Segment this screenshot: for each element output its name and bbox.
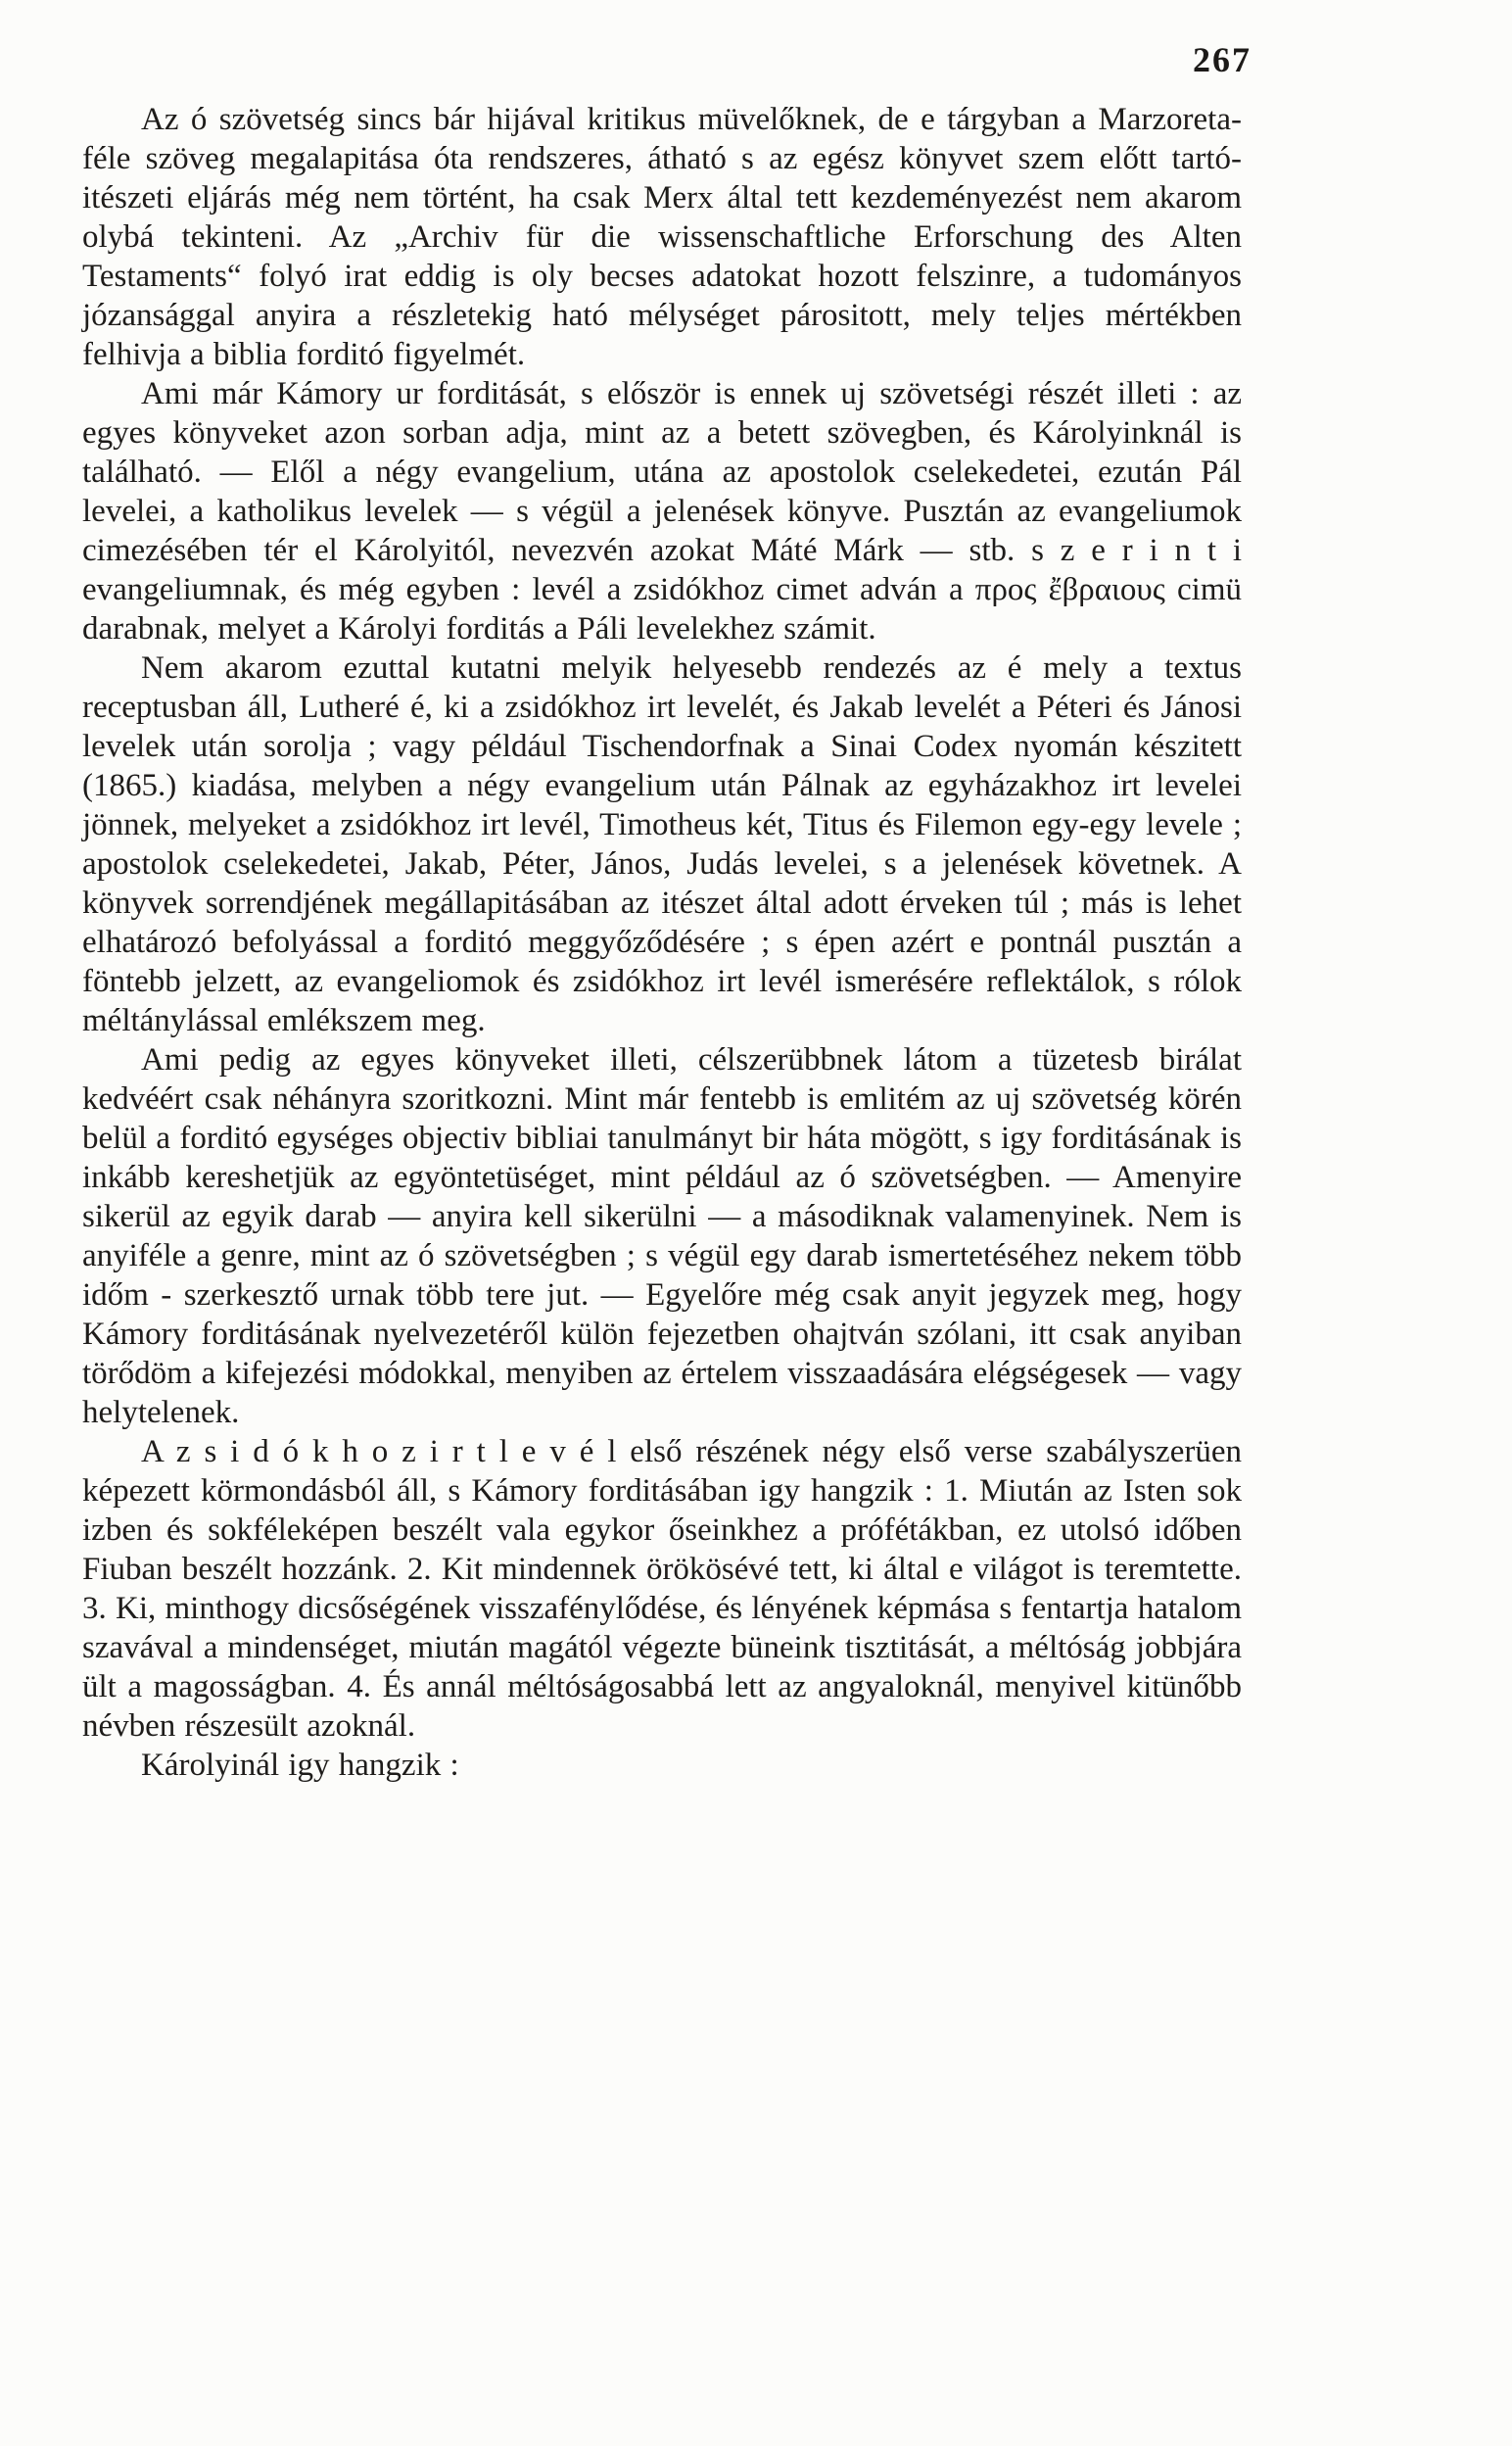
- paragraph-kamory-translation-order: Ami már Kámory ur forditását, s először is ennek uj szövetségi részét illeti : az egyes könyveket azon sorban adja, mint az a betett szövegben, és Károlyinknál is található. — Elől a négy evangelium, utána az apostolok cselekedetei, ezután Pál levelei, a katholikus levelek — s végül a jelenések könyve. Pusztán az evangeliumok cimezésében tér el Károlyitól, nevezvén azokat Máté Márk — stb. s z e r i n t i evangeliumnak, és még egyben : levél a zsidókhoz cimet adván a προς ἔβραιους cimü darabnak, melyet a Károlyi forditás a Páli levelekhez számit.: [82, 376, 1242, 647]
- paragraph-scope-of-review: Ami pedig az egyes könyveket illeti, célszerübbnek látom a tüzetesb birálat kedvéért csak néhányra szoritkozni. Mint már fentebb is emlitém az uj szövetség körén belül a forditó egységes objectiv bibliai tanulmányt bir háta mögött, s igy forditásának is inkább kereshetjük az egyöntetüséget, mint például az ó szövetségben. — Amenyire sikerül az egyik darab — anyira kell sikerülni — a másodiknak valamenyinek. Nem is anyiféle a genre, mint az ó szövetségben ; s végül egy darab ismertetéséhez nekem több időm - szerkesztő urnak több tere jut. — Egyelőre még csak anyit jegyzek meg, hogy Kámory forditásának nyelvezetéről külön fejezetben ohajtván szólani, itt csak anyiban törődöm a kifejezési módokkal, menyiben az értelem visszaadására elégségesek — vagy helytelenek.: [82, 1042, 1242, 1430]
- paragraph-karolyi-lead-in: Károlyinál igy hangzik :: [141, 1748, 459, 1783]
- paragraph-book-ordering-comparison: Nem akarom ezuttal kutatni melyik helyesebb rendezés az é mely a textus receptusban áll, Lutheré é, ki a zsidókhoz irt levelét, és Jakab levelét a Péteri és Jánosi levelek után sorolja ; vagy például Tischendorfnak a Sinai Codex nyomán készitett (1865.) kiadása, melyben a négy evangelium után Pálnak az egyházakhoz irt levelei jönnek, melyeket a zsidókhoz irt levél, Timotheus két, Titus és Filemon egy-egy levele ; apostolok cselekedetei, Jakab, Péter, János, Judás levelei, s a jelenések követnek. A könyvek sorrendjének megállapitásában az itészet által adott érveken túl ; más is lehet elhatározó befolyással a forditó meggyőződésére ; s épen azért e pontnál pusztán a föntebb jelzett, az evangeliomok és zsidókhoz irt levél ismerésére reflektálok, s rólok méltánylással emlékszem meg.: [82, 650, 1242, 1038]
- page-number: 267: [1193, 40, 1252, 79]
- paragraph-intro-old-testament-criticism: Az ó szövetség sincs bár hijával kritikus müvelőknek, de e tárgyban a Marzoreta-féle szöveg megalapitása óta rendszeres, átható s az egész könyvet szem előtt tartó-itészeti eljárás még nem történt, ha csak Merx által tett kezdeményezést nem akarom olybá tekinteni. Az „Archiv für die wissenschaftliche Erforschung des Alten Testaments“ folyó irat eddig is oly becses adatokat hozott felszinre, a tudományos józansággal anyira a részletekig ható mélységet párositott, mely teljes mértékben felhivja a biblia forditó figyelmét.: [82, 102, 1242, 372]
- text-block: [82, 100, 1242, 1785]
- paragraph-hebrews-first-verses: A z s i d ó k h o z i r t l e v é l első részének négy első verse szabályszerüen képezett körmondásból áll, s Kámory forditásában igy hangzik : 1. Miután az Isten sok izben és sokféleképen beszélt vala egykor őseinkhez a prófétákban, ez utolsó időben Fiuban beszélt hozzánk. 2. Kit mindennek örökösévé tett, ki által e világot is teremtette. 3. Ki, minthogy dicsőségének visszafénylődése, és lényének képmása s fentartja hatalom szavával a mindenséget, miután magától végezte büneink tisztitását, a méltóság jobbjára ült a magosságban. 4. És annál méltóságosabbá lett az angyaloknál, menyivel kitünőbb névben részesült azoknál.: [82, 1434, 1242, 1744]
